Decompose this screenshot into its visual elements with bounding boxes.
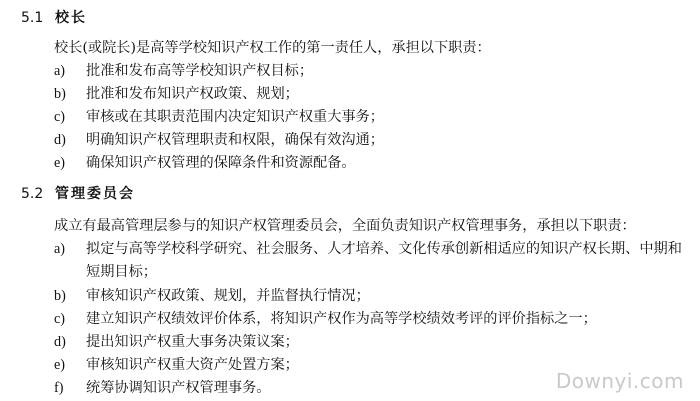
list-item-label: d) [54, 132, 66, 148]
list-item-label: e) [54, 357, 66, 373]
section-title: 管理委员会 [55, 186, 135, 202]
list-item-label: a) [54, 63, 66, 79]
section-title: 校长 [55, 10, 87, 26]
list-item-label: d) [54, 334, 66, 350]
list-item-text: 明确知识产权管理职责和权限，确保有效沟通； [86, 132, 384, 148]
section-intro: 成立有最高管理层参与的知识产权管理委员会，全面负责知识产权管理事务，承担以下职责： [54, 218, 636, 234]
list-item-continuation: 短期目标； [86, 264, 157, 280]
list-item-text: 审核知识产权政策、规划，并监督执行情况； [86, 288, 370, 304]
section-number: 5.2 [21, 186, 44, 202]
list-item-text: 提出知识产权重大事务决策议案； [86, 334, 299, 350]
list-item-label: c) [54, 311, 66, 327]
section-heading-5-1 [21, 8, 87, 28]
section-number: 5.1 [21, 10, 44, 26]
list-item-text: 确保知识产权管理的保障条件和资源配备。 [86, 155, 356, 171]
section-heading-5-2 [21, 184, 135, 204]
list-item-text: 统筹协调知识产权管理事务。 [86, 380, 271, 396]
list-item-text: 审核或在其职责范围内决定知识产权重大事务； [86, 109, 384, 125]
list-item-label: f) [54, 380, 64, 396]
list-item-text: 批准和发布高等学校知识产权目标； [86, 63, 314, 79]
list-item-text: 批准和发布知识产权政策、规划； [86, 86, 299, 102]
list-item-text: 建立知识产权绩效评价体系，将知识产权作为高等学校绩效考评的评价指标之一； [86, 311, 597, 327]
list-item-label: a) [54, 241, 66, 257]
list-item-text: 审核知识产权重大资产处置方案； [86, 357, 299, 373]
watermark: Downyi.com [555, 369, 684, 393]
list-item-label: b) [54, 86, 66, 102]
section-intro: 校长(或院长)是高等学校知识产权工作的第一责任人，承担以下职责： [54, 40, 491, 56]
list-item-text: 拟定与高等学校科学研究、社会服务、人才培养、文化传承创新相适应的知识产权长期、中期和 [86, 241, 682, 257]
list-item-label: c) [54, 109, 66, 125]
list-item-label: e) [54, 155, 66, 171]
list-item-label: b) [54, 288, 66, 304]
